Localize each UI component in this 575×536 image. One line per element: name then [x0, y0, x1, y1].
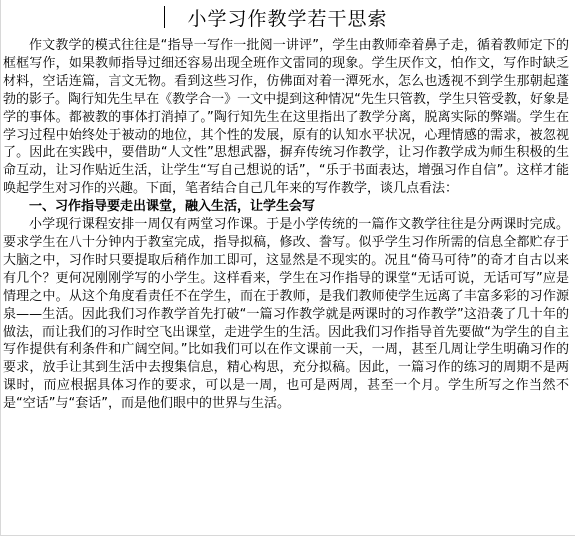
paragraph-section-one: 小学现行课程安排一周仅有两堂习作课。于是小学传统的一篇作文教学往往是分两课时完成。要求学生在八十分钟内于教室完成，指导拟稿，修改、誊写。似乎学生习作所需的信息全都贮存于大脑之中，习作时只要提取后稍作加工即可，这显然是不现实的。况且“倚马可待”的奇才自古以来有几个？更何况刚刚学写的小学生。这样看来，学生在习作指导的课堂“无话可说，无话可写”应是情理之中。从这个角度看责任不在学生，而在于教师，是我们教师使学生远离了丰富多彩的习作源泉——生活。因此我们习作教学首先打破“一篇习作教学就是两课时的习作教学”这沿袭了几十年的做法，而让我们的习作时空飞出课堂，走进学生的生活。因此我们习作指导首先要做“为学生的自主写作提供有利条件和广阔空间。”比如我们可以在作文课前一天，一周，甚至几周让学生明确习作的要求，放手让其到生活中去搜集信息，精心构思，充分拟稿。因此，一篇习作的练习的周期不是两课时，而应根据具体习作的要求，可以是一周，也可是两周，甚至一个月。学生所写之作当然不是“空话”与“套话”，而是他们眼中的世界与生活。 — [3, 217, 569, 412]
section-heading: 一、习作指导要走出课堂，融入生活，让学生会写 — [29, 199, 316, 215]
document-title: 小学习作教学若干思索 — [187, 8, 388, 30]
document-body[interactable] — [3, 37, 569, 413]
text-cursor — [164, 6, 165, 28]
title-row — [0, 4, 575, 34]
paragraph-intro: 作文教学的模式往往是“指导一写作一批阅一讲评”，学生由教师牵着鼻子走，循着教师定下的框框写作，如果教师指导过细还容易出现全班作文雷同的现象。学生厌作文，怕作文，写作时缺乏材料，空话连篇，言文无物。看到这些习作，仿佛面对着一潭死水，怎么也透视不到学生那朝起蓬勃的影子。陶行知先生早在《教学合一》一文中提到这种情况“先生只管教，学生只管受教，好象是学的事体。都被教的事体打消掉了。”陶行知先生在这里指出了教学分离，脱离实际的弊端。学生在学习过程中始终处于被动的地位，其个性的发展，原有的认知水平状况，心理情感的需求，被忽视了。因此在实践中，要借助“人文性”思想武器，摒弃传统习作教学，让习作教学成为师生积极的生命互动，让习作贴近生活，让学生“写自己想说的话”，“乐于书面表达，增强习作自信”。这样才能唤起学生对习作的兴趣。下面，笔者结合自己几年来的写作教学，谈几点看法： — [3, 38, 569, 197]
page-left-border — [0, 0, 1, 536]
